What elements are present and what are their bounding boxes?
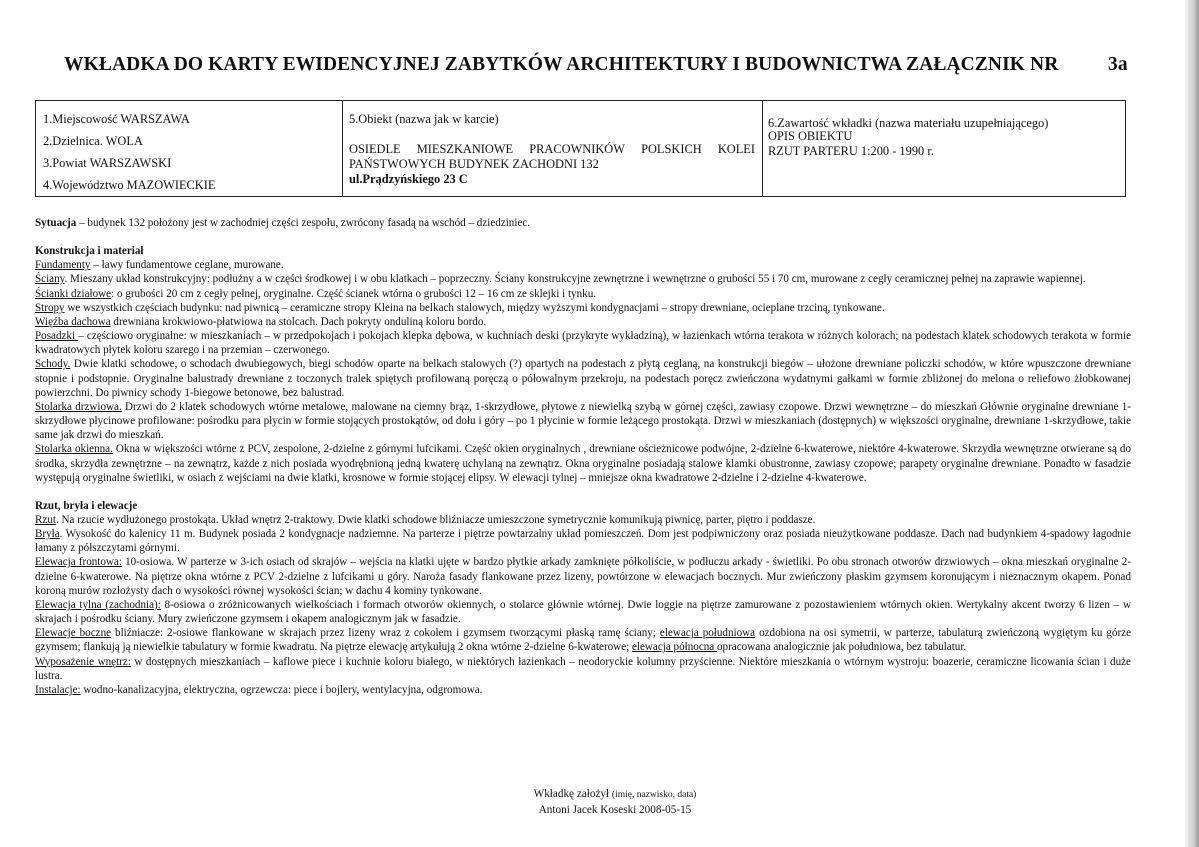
stairs-text: Dwie klatki schodowe, o schodach dwubiegowych, biegi schodów oparte na belkach stalowych (?) opartych na podestach z płytą ceglaną, na konstrukcji biegów – ułożone drewniane policzki schodów, w które wpuszczone drewniane stopnie i podstopnie. Oryginalne balustrady drewniane z toczonych tralek spiętych profilowaną poręczą o półowalnym przekroju, na podestach poręcz zwieńczona wydatnymi gałkami w formie zbliżonej do melona o reliefowo żłobkowanej powierzchni. Do piwnicy schody 1-biegowe betonowe, bez balustrad. [35,358,1131,399]
floors-label: Posadzki [35,330,79,343]
floors-paragraph [35,329,1131,357]
spacer [35,485,1131,499]
side-elevations-text-3: opracowana analogicznie jak południowa, bez tabulatur. [717,641,967,654]
walls-paragraph [35,272,1131,286]
header-table [35,100,1126,197]
contents-column [763,101,1125,196]
side-elevations-text-2: ozdobiona na osi symetrii, w parterze, tabulaturą zwieńczoną wygiętym ku górze gzymsem; flankują ją niewielkie tabulatury w formie kwadratu. Na piętrze elewację artykułują 2 okna wtórne 2-dzielne 6-kwaterowe; [35,627,1131,654]
situation-label: Sytuacja [35,217,77,229]
spacer [35,230,1131,244]
installations-paragraph [35,683,1131,697]
interior-text: w dostępnych mieszkaniach – kaflowe piece i kuchnie koloru białego, w niektórych łazienkach – neodoryckie kolumny przyścienne. Niektóre mieszkania o wtórnym wystroju: boazerie, ceramiczne licowania ścian i duże lustra. [35,655,1131,682]
contents-plan: RZUT PARTERU 1:200 - 1990 r. [768,144,934,158]
roof-truss-label: Więźba dachowa [35,315,111,328]
title-text: WKŁADKA DO KARTY EWIDENCYJNEJ ZABYTKÓW ARCHITEKTURY I BUDOWNICTWA ZAŁĄCZNIK NR [64,54,1059,75]
rear-elevation-text: 8-osiowa o zróżnicowanych wielkościach i formach otworów okiennych, o stolarce głównie wtórnej. Dwie loggie na piętrze zamurowane z pozostawieniem wtórnych okien. Wertykalny akcent tworzy 6 lizen – w skrajach i pośrodku ściany. Mury zwieńczone gzymsem i okapem analogicznym jak w fasadzie. [35,598,1131,626]
installations-text: wodno-kanalizacyjna, elektryczna, ogrzewcza: piece i bojlery, wentylacyjna, odgromowa. [80,683,483,696]
object-word: MIESZKANIOWE [416,142,514,156]
plan-paragraph [35,513,1131,527]
rear-elevation-label: Elewacja tylna (zachodnia): [35,598,161,611]
ceilings-label: Stropy [35,301,65,314]
partitions-text: : o grubości 20 cm z cegły pełnej, oryginalne. Część ścianek wtórna o grubości 12 – 16 cm ze sklejki i tynku. [111,287,597,300]
ceilings-paragraph [35,301,1131,315]
front-elevation-label: Elewacja frontowa: [35,556,122,569]
doors-label: Stolarka drzwiowa. [35,400,122,413]
object-word: PRACOWNIKÓW [529,142,625,156]
south-elevation-label: elewacja południowa [659,627,756,640]
floors-text: – częściowo oryginalne: w mieszkaniach – w przedpokojach i pokojach klepka dębowa, w kuchniach deski (przykryte wykładziną), w łazienkach wtórna terakota w różnych kolorach; na podestach klatek schodowych terakota w formie kwadratowych płytek koloru szarego i na przemian – czerwonego. [35,330,1131,357]
plan-text: . Na rzucie wydłużonego prostokąta. Układ wnętrz 2-traktowy. Dwie klatki schodowe bliźniacze umieszczone symetrycznie komunikują piwnicę, parter, piętro i poddasze. [55,513,816,526]
side-elevations-paragraph [35,626,1131,654]
county: 3.Powiat WARSZAWSKI [43,156,172,170]
north-elevation-label: elewacja północna [631,641,717,654]
object-address: ul.Prądzyńskiego 23 C [349,172,468,186]
contents-label: 6.Zawartość wkładki (nazwa materiału uzupełniającego) [768,116,1049,130]
windows-label: Stolarka okienna. [35,443,113,456]
rear-elevation-paragraph [35,598,1131,626]
footer-label: Wkładkę założył [533,788,612,800]
voivodeship: 4.Województwo MAZOWIECKIE [43,178,216,192]
foundations-text: – ławy fundamentowe ceglane, murowane. [90,259,284,272]
footer-label-hint: (imię, nazwisko, data) [611,790,697,800]
object-name-line1 [349,142,755,157]
walls-text: . Mieszany układ konstrukcyjny: podłużny a w części środkowej i w obu klatkach – poprzeczny. Ściany konstrukcyjne zewnętrzne i wewnętrzne o grubości 55 i 70 cm, murowane z cegły ceramicznej pełnej na zaprawie wapiennej. [64,273,1086,286]
interior-paragraph [35,655,1131,683]
massing-label: Bryła [35,528,60,541]
doors-paragraph [35,400,1131,442]
location-column [36,101,343,196]
front-elevation-paragraph [35,555,1131,597]
installations-label: Instalacje: [35,683,81,696]
roof-truss-text: drewniana krokwiowo-płatwiowa na stolcach. Dach pokryty onduliną koloru bordo. [110,315,487,328]
partitions-paragraph [35,287,1131,301]
object-label: 5.Obiekt (nazwa jak w karcie) [349,112,499,126]
object-word: POLSKICH [641,142,702,156]
ceilings-text: we wszystkich częściach budynku: nad piwnicą – ceramiczne stropy Kleina na belkach stalowych, między wyższymi kondygnacjami – stropy drewniane, ocieplane trzciną, tynkowane. [64,301,885,314]
foundations-paragraph [35,258,1131,272]
footer-author-line [0,788,1199,800]
roof-truss-paragraph [35,315,1131,329]
document-title [64,54,1144,80]
massing-paragraph [35,527,1131,555]
district: 2.Dzielnica. WOLA [43,134,143,148]
situation-paragraph [35,216,1131,230]
footer-author: Antoni Jacek Koseski 2008-05-15 [538,804,692,816]
front-elevation-text: 10-osiowa. W parterze w 3-ich osiach od skrajów – wejścia na klatki ujęte w bardzo płytkie arkady zamknięte półkoliście, w podłuczu arkady - świetliki. Po obu stronach otworów drzwiowych – okna mieszkań oryginalne 2-dzielne 6-kwaterowe. Na piętrze okna wtórne z PCV 2-dzielne z lufcikami u góry. Naroża fasady flankowane przez lizeny, powtórzone w elewacjach bocznych. Mur zwieńczony płaskim gzymsem koronującym i nieznacznym okapem. Ponad koroną murów rozłożysty dach o wysokości równej wysokości ścian; w dachu 4 kominy tynkowane. [35,556,1131,597]
foundations-label: Fundamenty [35,259,91,272]
windows-paragraph [35,442,1131,484]
description-body [35,216,1131,697]
massing-text: . Wysokość do kalenicy 11 m. Budynek posiada 2 kondygnacje nadziemne. Na parterze i piętrze powtarzalny układ pomieszczeń. Dom jest podpiwniczony oraz posiada nieużytkowane poddasze. Dach nad budynkiem 4-spadowy łagodnie łamany z półszczytami górnymi. [35,528,1131,555]
object-word: OSIEDLE [349,142,401,156]
locality: 1.Miejscowość WARSZAWA [43,112,190,126]
windows-text: Okna w większości wtórne z PCV, zespolone, 2-dzielne z górnymi lufcikami. Część okien oryginalnych , drewniane ościeżnicowe podwójne, 2-dzielne 6-kwaterowe, niektóre 4-kwaterowe. Skrzydła wewnętrzne otwierane są do środka, skrzydła zewnętrzne – na zewnątrz, każde z nich posiada wyodrębnioną jedną kwaterę uchylaną na zewnątrz. Okna oryginalne posiadają stalowe klamki obustronne, zawiasy czopowe; parapety oryginalne drewniane. Ponadto w fasadzie występują oryginalne świetliki, w osiach z wejściami na dwie klatki, krosnowe w formie stojącej elipsy. W elewacji tylnej – mniejsze okna kwadratowe 2-dzielne i 2-dzielne 4-kwaterowe. [35,443,1131,484]
plan-heading: Rzut, bryła i elewacje [35,499,138,512]
partitions-label: Ścianki działowe [35,287,112,300]
stairs-label: Schody. [35,358,71,371]
object-word: KOLEI [717,142,755,156]
side-elevations-label: Elewacje boczne [35,627,112,640]
contents-description: OPIS OBIEKTU [768,129,853,143]
object-column [343,101,763,196]
object-name-line2: PAŃSTWOWYCH BUDYNEK ZACHODNI 132 [349,157,599,171]
construction-heading: Konstrukcja i materiał [35,245,144,258]
attachment-number: 3a [1108,54,1128,75]
doors-text: Drzwi do 2 klatek schodowych wtórne metalowe, malowane na ciemny brąz, 1-skrzydłowe, płytowe z niewielką szybą w górnej części, zawiasy czopowe. Drzwi wewnętrzne – do mieszkań Głównie oryginalne drewniane 1-skrzydłowe płycinowe profilowane: pośrodku para płycin w formie stojących prostokątów, od dołu i góry – po 1 płycinie w formie leżącego prostokąta. Drzwi w mieszkaniach (dostępnych) w większości oryginalne, drewniane 1-skrzydłowe, takie same jak drzwi do mieszkań. [35,400,1131,442]
walls-label: Ściany [35,273,65,286]
stairs-paragraph [35,357,1131,399]
side-elevations-text: bliźniacze: 2-osiowe flankowane w skrajach przez lizeny wraz z cokołem i gzymsem tworzącymi płaską ramę ściany; [111,627,660,640]
plan-label: Rzut [35,513,56,526]
scan-edge [1185,0,1199,847]
situation-text: – budynek 132 położony jest w zachodniej części zespołu, zwrócony fasadą na wschód – dziedziniec. [76,217,531,229]
interior-label: Wyposażenie wnętrz: [35,655,131,668]
